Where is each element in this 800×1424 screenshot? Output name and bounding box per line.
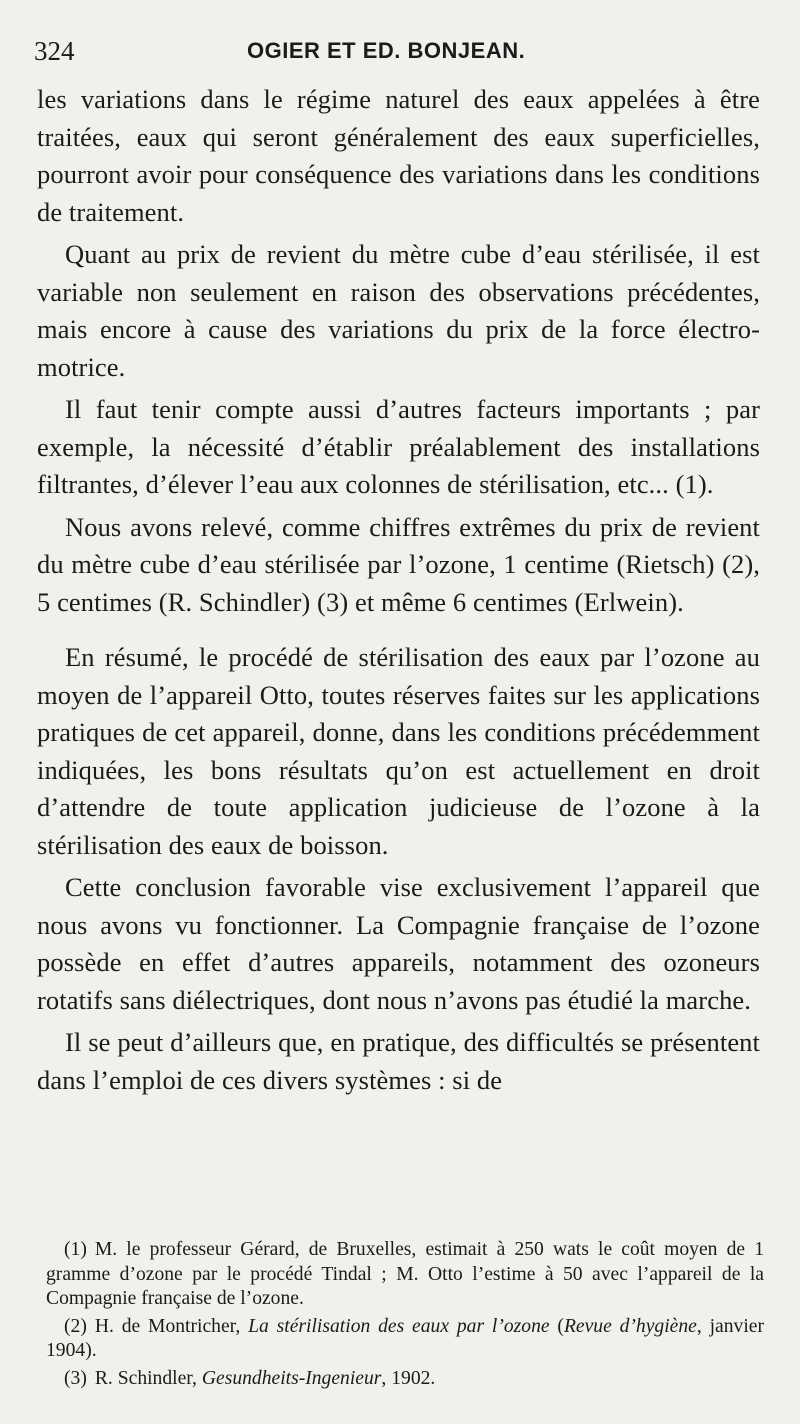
footnote-mark: (3) xyxy=(64,1367,87,1389)
paragraph-5: En résumé, le procédé de stérilisation des eaux par l’ozone au moyen de l’appareil Otto, toutes réserves faites sur les applications pratiques de cet appareil, donne, dans les conditions précédemment indiquées, les bons résultats qu’on est actuellement en droit d’attendre de toute application judicieuse de l’ozone à la stérilisation des eaux de boisson. xyxy=(37,642,760,860)
footnote-text: M. le professeur Gérard, de Bruxelles, estimait à 250 wats le coût moyen de 1 gramme d’ozone par le procédé Tindal ; M. Otto l’estime à 50 avec l’appareil de la Compagnie française de l’ozone. xyxy=(46,1239,764,1309)
footnote-2 xyxy=(46,1315,764,1364)
paragraph-3: Il faut tenir compte aussi d’autres facteurs importants ; par exemple, la nécessité d’établir préalablement des installations filtrantes, d’élever l’eau aux colonnes de stérilisation, etc... (1). xyxy=(37,394,760,499)
paragraph-6: Cette conclusion favorable vise exclusivement l’appareil que nous avons vu fonctionner. La Compagnie française de l’ozone possède en effet d’autres appareils, notamment des ozoneurs rotatifs sans diélectriques, dont nous n’avons pas étudié la marche. xyxy=(37,872,760,1015)
footnote-tail: , janvier 1904). xyxy=(46,1315,764,1361)
page-number: 324 xyxy=(34,36,75,66)
footnote-author: R. Schindler, xyxy=(94,1367,197,1389)
footnote-3 xyxy=(46,1367,764,1392)
footnote-journal: Gesundheits-Ingenieur xyxy=(201,1367,382,1389)
paragraph-4: Nous avons relevé, comme chiffres extrêmes du prix de revient du mètre cube d’eau stérilisée par l’ozone, 1 centime (Rietsch) (2), 5 centimes (R. Schindler) (3) et même 6 centimes (Erlwein). xyxy=(37,511,760,617)
footnote-mark: (1) xyxy=(64,1239,87,1260)
running-head: OGIER ET ED. BONJEAN. xyxy=(247,38,526,63)
paragraph-2: Quant au prix de revient du mètre cube d’eau stérilisée, il est variable non seulement en raison des observations précédentes, mais encore à cause des variations du prix de la force électro-motrice. xyxy=(37,239,760,382)
footnote-paren: ( xyxy=(557,1315,564,1337)
paragraph-7: Il se peut d’ailleurs que, en pratique, des difficultés se présentent dans l’emploi de ces divers systèmes : si de xyxy=(37,1027,760,1095)
footnote-title: La stérilisation des eaux par l’ozone xyxy=(248,1315,550,1337)
page-header xyxy=(34,36,764,70)
body-text xyxy=(37,81,760,1099)
paragraph-1: les variations dans le régime naturel des eaux appelées à être traitées, eaux qui seront généralement des eaux superficielles, pourront avoir pour conséquence des variations dans les conditions de traitement. xyxy=(37,84,760,227)
footnote-mark: (2) xyxy=(64,1315,87,1337)
footnote-journal: Revue d’hygiène xyxy=(563,1315,697,1337)
footnotes xyxy=(46,1238,764,1391)
footnote-author: H. de Montricher, xyxy=(94,1315,241,1337)
footnote-1 xyxy=(46,1238,764,1312)
footnote-tail: , 1902. xyxy=(381,1367,436,1389)
